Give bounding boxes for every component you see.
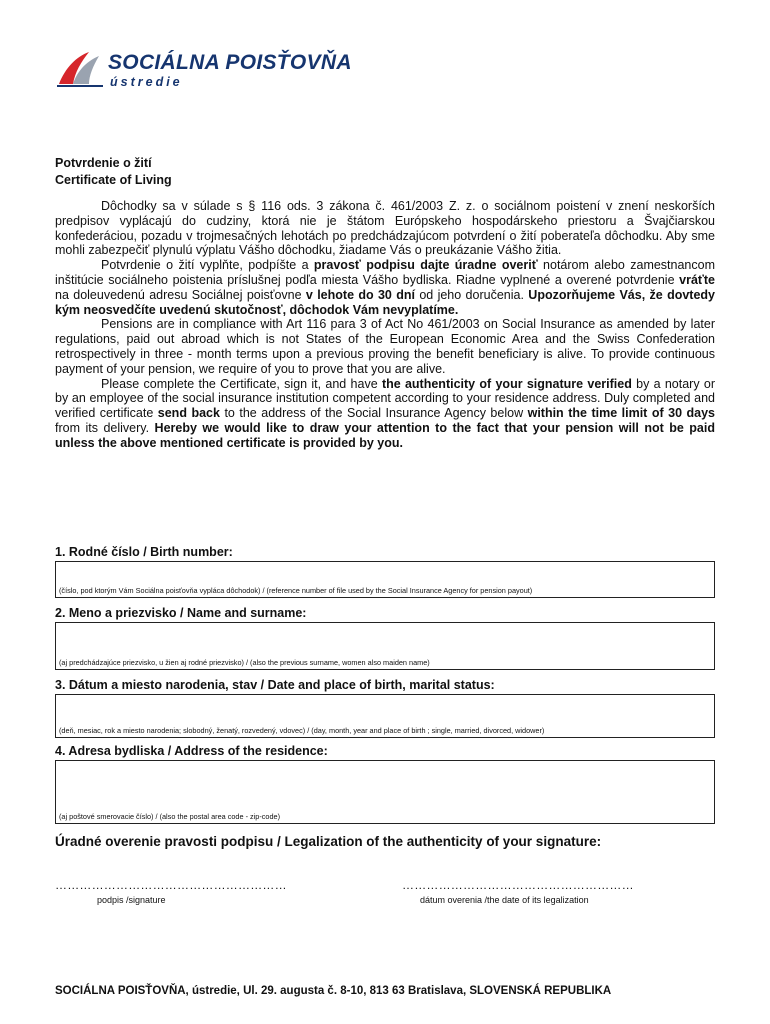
title-en: Certificate of Living bbox=[55, 173, 172, 187]
legalization-title: Úradné overenie pravosti podpisu / Legalization of the authenticity of your signature: bbox=[55, 834, 602, 849]
legalization-date-line[interactable]: ………………………………………………… bbox=[402, 878, 634, 892]
field-label-address: 4. Adresa bydliska / Address of the residence: bbox=[55, 744, 328, 758]
intro-text bbox=[55, 199, 715, 451]
logo-name: SOCIÁLNA POISŤOVŇA bbox=[108, 51, 352, 74]
field-hint-birth-number: (číslo, pod ktorým Vám Sociálna poisťovňa vypláca dôchodok) / (reference number of file used by the Social Insurance Agency for pension payout) bbox=[59, 586, 533, 595]
footer-address: SOCIÁLNA POISŤOVŇA, ústredie, Ul. 29. augusta č. 8-10, 813 63 Bratislava, SLOVENSKÁ REPUBLIKA bbox=[55, 985, 612, 997]
field-label-birth-number: 1. Rodné číslo / Birth number: bbox=[55, 545, 233, 559]
logo-subtitle: ústredie bbox=[110, 75, 183, 89]
signature-caption: podpis /signature bbox=[97, 895, 166, 905]
intro-paragraph-4: Please complete the Certificate, sign it, and have the authenticity of your signature verified by a notary or by an employee of the social insurance institution competent according to your residence address. Duly completed and verified certificate send back to the address of the Social Insurance Agency below within the time limit of 30 days from its delivery. Hereby we would like to draw your attention to the fact that your pension will not be paid unless the above mentioned certificate is provided by you. bbox=[55, 376, 716, 450]
logo bbox=[55, 48, 375, 98]
field-label-birth-date: 3. Dátum a miesto narodenia, stav / Date and place of birth, marital status: bbox=[55, 678, 495, 692]
birth-number-field[interactable] bbox=[55, 561, 715, 598]
signature-line[interactable]: ………………………………………………… bbox=[55, 878, 287, 892]
legalization-date-caption: dátum overenia /the date of its legalization bbox=[420, 895, 589, 905]
logo-emblem-icon bbox=[55, 48, 107, 88]
address-field[interactable] bbox=[55, 760, 715, 824]
intro-paragraph-1: Dôchodky sa v súlade s § 116 ods. 3 zákona č. 461/2003 Z. z. o sociálnom poistení v znení neskorších predpisov vyplácajú do cudziny, ktorá nie je štátom Európskeho hospodárskeho priestoru a Švajčiarskou konfederáciou, pozadu v trojmesačných lehotách po predchádzajúcom potvrdení o žití poberateľa dôchodku. Aby sme mohli zabezpečiť plynulú výplatu Vášho dôchodku, žiadame Vás o preukázanie Vášho žitia. bbox=[55, 199, 715, 258]
field-hint-birth-date: (deň, mesiac, rok a miesto narodenia; slobodný, ženatý, rozvedený, vdovec) / (day, month, year and place of birth ; single, married, divorced, widower) bbox=[59, 726, 545, 735]
title-sk: Potvrdenie o žití bbox=[55, 156, 152, 170]
name-surname-field[interactable] bbox=[55, 622, 715, 670]
field-hint-address: (aj poštové smerovacie číslo) / (also the postal area code - zip-code) bbox=[59, 812, 281, 821]
intro-paragraph-3: Pensions are in compliance with Art 116 para 3 of Act No 461/2003 on Social Insurance as amended by later regulations, paid out abroad which is not States of the European Economic Area and the Swiss Confederation retrospectively in three - month terms upon a previous proving the benefit beneficiary is alive. To provide continuous payment of your pension, we require of you to prove that you are alive. bbox=[55, 317, 715, 376]
intro-paragraph-2: Potvrdenie o žití vyplňte, podpíšte a pravosť podpisu dajte úradne overiť notárom alebo zamestnancom inštitúcie sociálneho poistenia príslušnej podľa miesta Vášho bydliska. Riadne vyplnené a overené potvrdenie vráťte na doleuvedenú adresu Sociálnej poisťovne v lehote do 30 dní od jeho doručenia. Upozorňujeme Vás, že dovtedy kým neosvedčíte uvedenú skutočnosť, dôchodok Vám nevyplatíme. bbox=[55, 258, 715, 317]
birth-date-place-field[interactable] bbox=[55, 694, 715, 738]
field-label-name: 2. Meno a priezvisko / Name and surname: bbox=[55, 606, 307, 620]
field-hint-name: (aj predchádzajúce priezvisko, u žien aj rodné priezvisko) / (also the previous surname, women also maiden name) bbox=[59, 658, 430, 667]
document-title bbox=[55, 155, 172, 189]
